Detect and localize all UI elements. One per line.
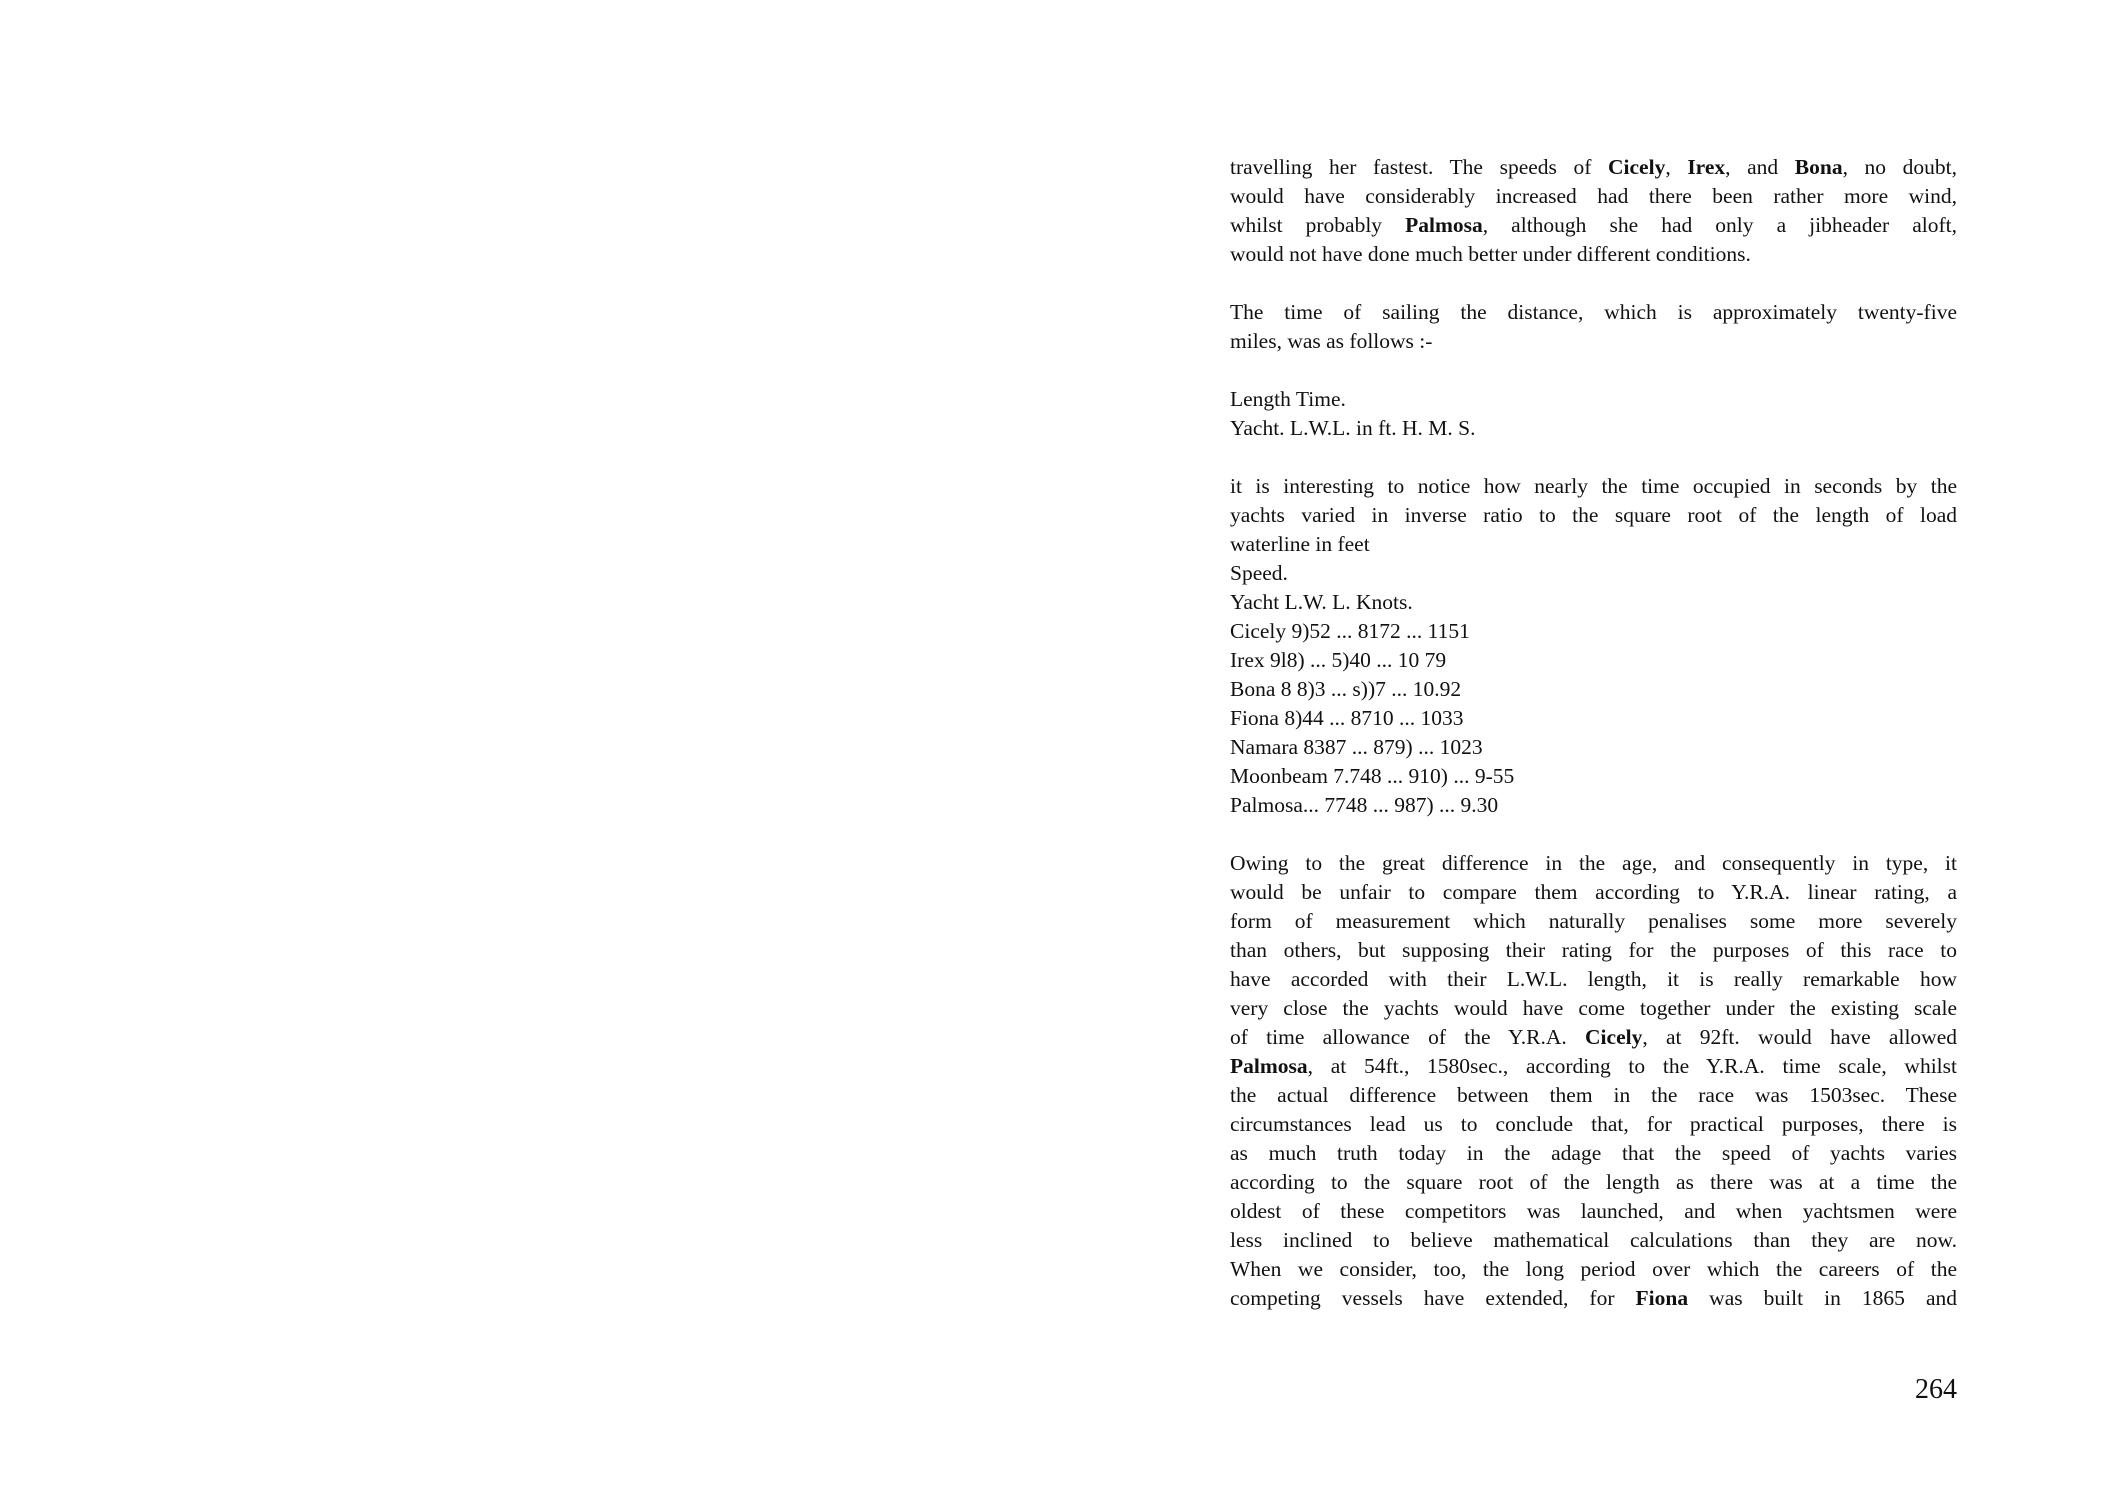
text-span: whilst probably xyxy=(1230,213,1406,237)
text-line: oldest of these competitors was launched, and when yachtsmen were xyxy=(1230,1199,1957,1223)
text-line: less inclined to believe mathematical calculations than they are now. xyxy=(1230,1228,1957,1252)
text-line xyxy=(1230,1023,1957,1052)
time-table-header xyxy=(1230,385,1957,443)
text-line: Yacht. L.W.L. in ft. H. M. S. xyxy=(1230,416,1476,440)
text-span: was built in 1865 and xyxy=(1688,1286,1957,1310)
text-line: circumstances lead us to conclude that, for practical purposes, there is xyxy=(1230,1112,1957,1136)
text-line: waterline in feet xyxy=(1230,532,1370,556)
text-span: , although she had only a jibheader aloft, xyxy=(1482,213,1957,237)
text-line: according to the square root of the length as there was at a time the xyxy=(1230,1170,1957,1194)
paragraph-speeds xyxy=(1230,153,1957,269)
text-line: When we consider, too, the long period over which the careers of the xyxy=(1230,1257,1957,1281)
text-line: would be unfair to compare them according to Y.R.A. linear rating, a xyxy=(1230,880,1957,904)
speed-table-row: Moonbeam 7.748 ... 910) ... 9-55 xyxy=(1230,764,1515,788)
speed-table-row: Palmosa... 7748 ... 987) ... 9.30 xyxy=(1230,793,1499,817)
paragraph-rating-comparison xyxy=(1230,849,1957,1313)
page-text-column xyxy=(1230,153,1957,1342)
speed-table-title: Speed. xyxy=(1230,561,1288,585)
text-line: have accorded with their L.W.L. length, it is really remarkable how xyxy=(1230,967,1957,991)
speed-table-row: Bona 8 8)3 ... s))7 ... 10.92 xyxy=(1230,677,1462,701)
text-span: , at 54ft., 1580sec., according to the Y.R.A. time scale, whilst xyxy=(1307,1054,1957,1078)
text-line: as much truth today in the adage that the speed of yachts varies xyxy=(1230,1141,1957,1165)
speed-table-row: Irex 9l8) ... 5)40 ... 10 79 xyxy=(1230,648,1447,672)
text-line: yachts varied in inverse ratio to the square root of the length of load xyxy=(1230,503,1957,527)
text-line: form of measurement which naturally penalises some more severely xyxy=(1230,909,1957,933)
yacht-name-cicely: Cicely xyxy=(1608,155,1666,179)
text-line: The time of sailing the distance, which is approximately twenty-five xyxy=(1230,300,1957,324)
text-span: competing vessels have extended, for xyxy=(1230,1286,1636,1310)
text-line: very close the yachts would have come together under the existing scale xyxy=(1230,996,1957,1020)
left-page-blank xyxy=(0,0,1050,1489)
text-span: , xyxy=(1665,155,1688,179)
speed-table-row: Namara 8387 ... 879) ... 1023 xyxy=(1230,735,1483,759)
text-line: would have considerably increased had there been rather more wind, xyxy=(1230,184,1957,208)
yacht-name-irex: Irex xyxy=(1687,155,1726,179)
speed-table-header: Yacht L.W. L. Knots. xyxy=(1230,590,1413,614)
text-span: of time allowance of the Y.R.A. xyxy=(1230,1025,1586,1049)
text-line xyxy=(1230,1052,1957,1081)
text-span: , and xyxy=(1725,155,1795,179)
text-line xyxy=(1230,211,1957,240)
speed-table-row: Cicely 9)52 ... 8172 ... 1151 xyxy=(1230,619,1470,643)
yacht-name-bona: Bona xyxy=(1794,155,1843,179)
yacht-name-palmosa: Palmosa xyxy=(1405,213,1483,237)
text-line: the actual difference between them in the race was 1503sec. These xyxy=(1230,1083,1957,1107)
yacht-name-fiona: Fiona xyxy=(1635,1286,1689,1310)
yacht-name-cicely: Cicely xyxy=(1585,1025,1643,1049)
text-line xyxy=(1230,153,1957,182)
text-line xyxy=(1230,1284,1957,1313)
speed-table-row: Fiona 8)44 ... 8710 ... 1033 xyxy=(1230,706,1464,730)
text-line: Length Time. xyxy=(1230,387,1346,411)
text-span: , no doubt, xyxy=(1842,155,1958,179)
yacht-name-palmosa: Palmosa xyxy=(1230,1054,1308,1078)
text-line: Owing to the great difference in the age, and consequently in type, it xyxy=(1230,851,1957,875)
text-line: miles, was as follows :- xyxy=(1230,329,1433,353)
page-number: 264 xyxy=(1915,1374,1957,1405)
text-line: than others, but supposing their rating for the purposes of this race to xyxy=(1230,938,1957,962)
text-line: would not have done much better under different conditions. xyxy=(1230,242,1751,266)
speed-section xyxy=(1230,472,1957,820)
text-line: it is interesting to notice how nearly the time occupied in seconds by the xyxy=(1230,474,1957,498)
text-span: , at 92ft. would have allowed xyxy=(1642,1025,1957,1049)
paragraph-sailing-time xyxy=(1230,298,1957,356)
text-span: travelling her fastest. The speeds of xyxy=(1230,155,1609,179)
